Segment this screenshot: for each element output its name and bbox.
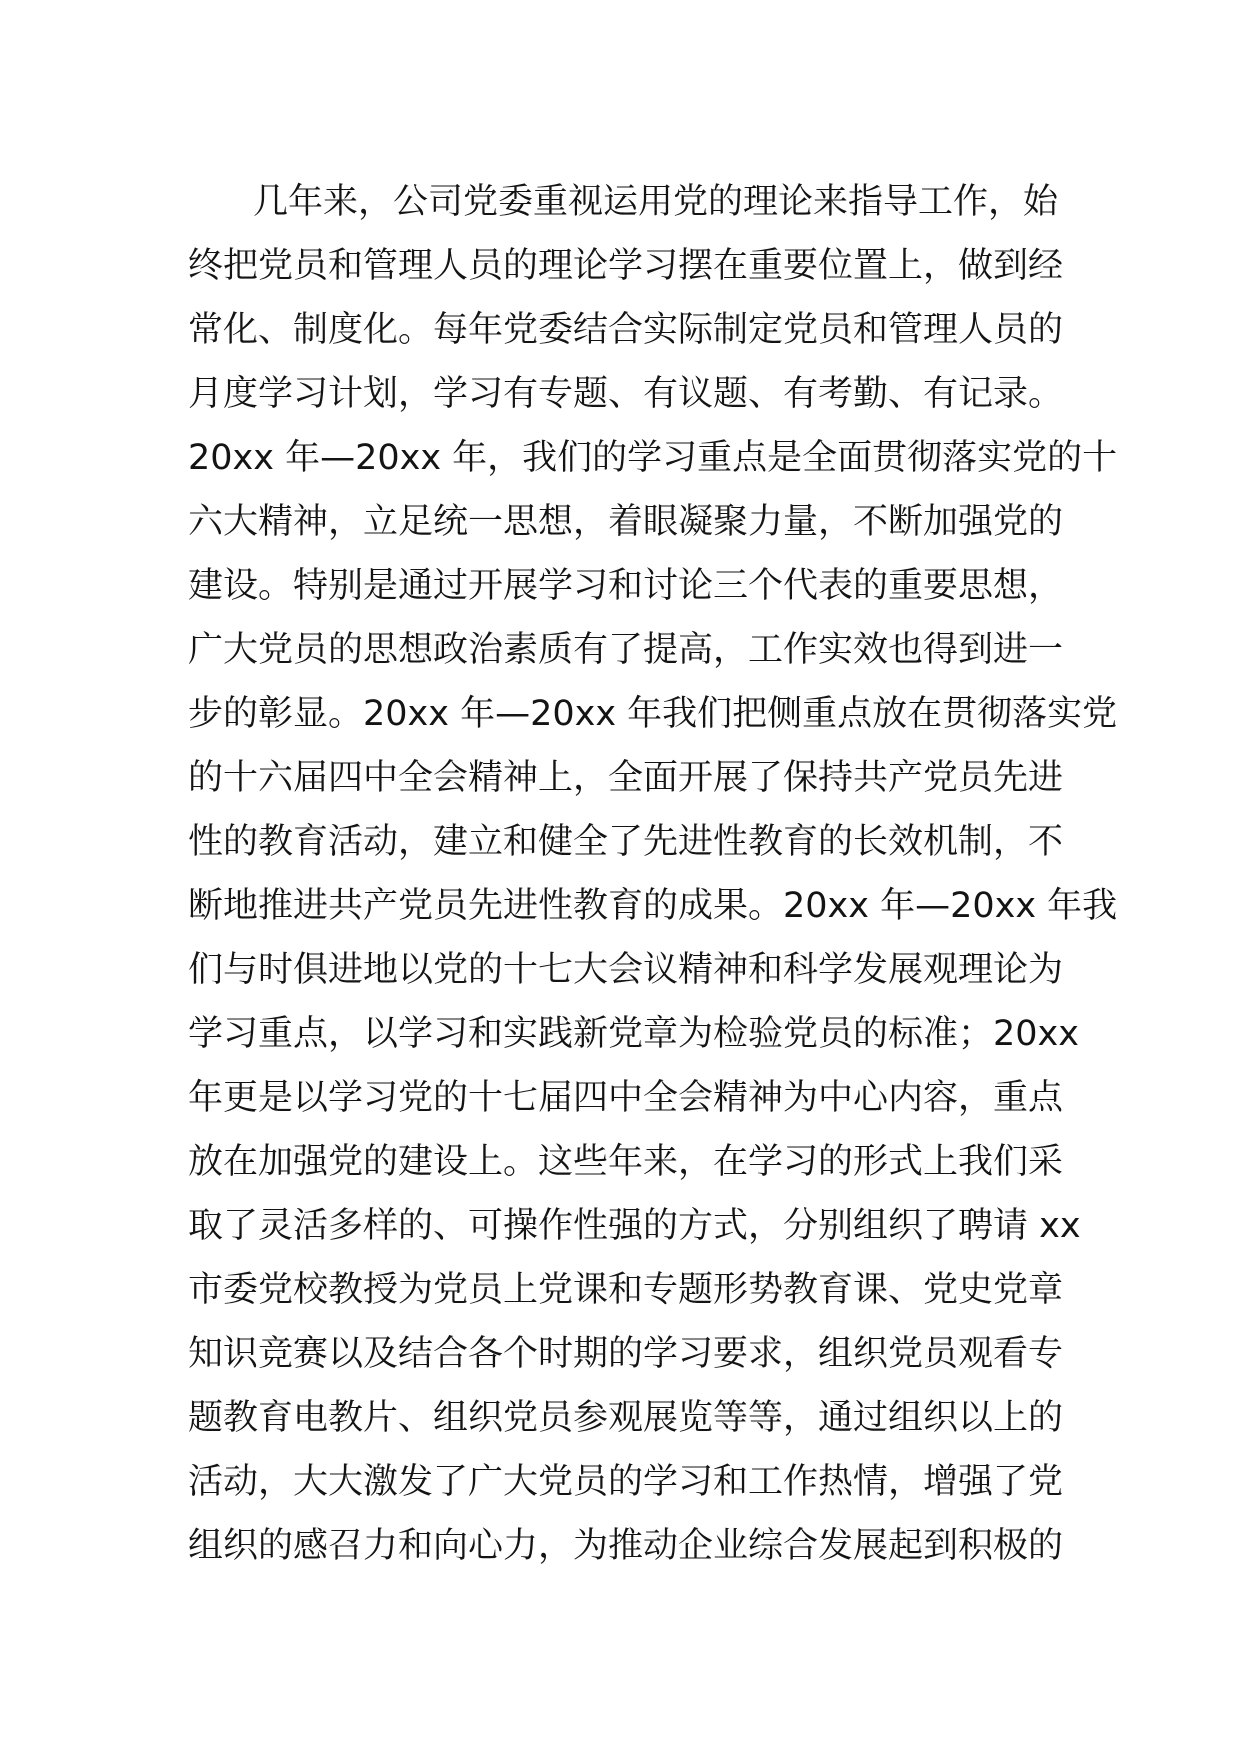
paragraph-line: 断地推进共产党员先进性教育的成果。20xx 年—20xx 年我 bbox=[188, 886, 1118, 926]
paragraph-line: 年更是以学习党的十七届四中全会精神为中心内容，重点 bbox=[188, 1078, 1064, 1118]
paragraph-line: 性的教育活动，建立和健全了先进性教育的长效机制，不 bbox=[188, 822, 1064, 862]
paragraph-line: 学习重点，以学习和实践新党章为检验党员的标准；20xx bbox=[188, 1014, 1079, 1054]
body-paragraph bbox=[188, 170, 1118, 1578]
paragraph-line: 题教育电教片、组织党员参观展览等等，通过组织以上的 bbox=[188, 1398, 1064, 1438]
paragraph-line: 20xx 年—20xx 年，我们的学习重点是全面贯彻落实党的十 bbox=[188, 438, 1118, 478]
paragraph-line: 六大精神，立足统一思想，着眼凝聚力量，不断加强党的 bbox=[188, 502, 1064, 542]
paragraph-line: 终把党员和管理人员的理论学习摆在重要位置上，做到经 bbox=[188, 246, 1064, 286]
paragraph-line: 放在加强党的建设上。这些年来，在学习的形式上我们采 bbox=[188, 1142, 1064, 1182]
paragraph-line: 月度学习计划，学习有专题、有议题、有考勤、有记录。 bbox=[188, 374, 1064, 414]
paragraph-line: 几年来，公司党委重视运用党的理论来指导工作，始 bbox=[253, 182, 1059, 222]
paragraph-line: 建设。特别是通过开展学习和讨论三个代表的重要思想， bbox=[188, 566, 1064, 606]
paragraph-line: 常化、制度化。每年党委结合实际制定党员和管理人员的 bbox=[188, 310, 1064, 350]
paragraph-line: 的十六届四中全会精神上，全面开展了保持共产党员先进 bbox=[188, 758, 1064, 798]
paragraph-line: 广大党员的思想政治素质有了提高，工作实效也得到进一 bbox=[188, 630, 1064, 670]
paragraph-line: 知识竞赛以及结合各个时期的学习要求，组织党员观看专 bbox=[188, 1334, 1064, 1374]
paragraph-line: 们与时俱进地以党的十七大会议精神和科学发展观理论为 bbox=[188, 950, 1064, 990]
paragraph-line: 组织的感召力和向心力，为推动企业综合发展起到积极的 bbox=[188, 1526, 1064, 1566]
paragraph-line: 取了灵活多样的、可操作性强的方式，分别组织了聘请 xx bbox=[188, 1206, 1081, 1246]
paragraph-line: 市委党校教授为党员上党课和专题形势教育课、党史党章 bbox=[188, 1270, 1064, 1310]
paragraph-line: 活动，大大激发了广大党员的学习和工作热情，增强了党 bbox=[188, 1462, 1064, 1502]
paragraph-line: 步的彰显。20xx 年—20xx 年我们把侧重点放在贯彻落实党 bbox=[188, 694, 1118, 734]
